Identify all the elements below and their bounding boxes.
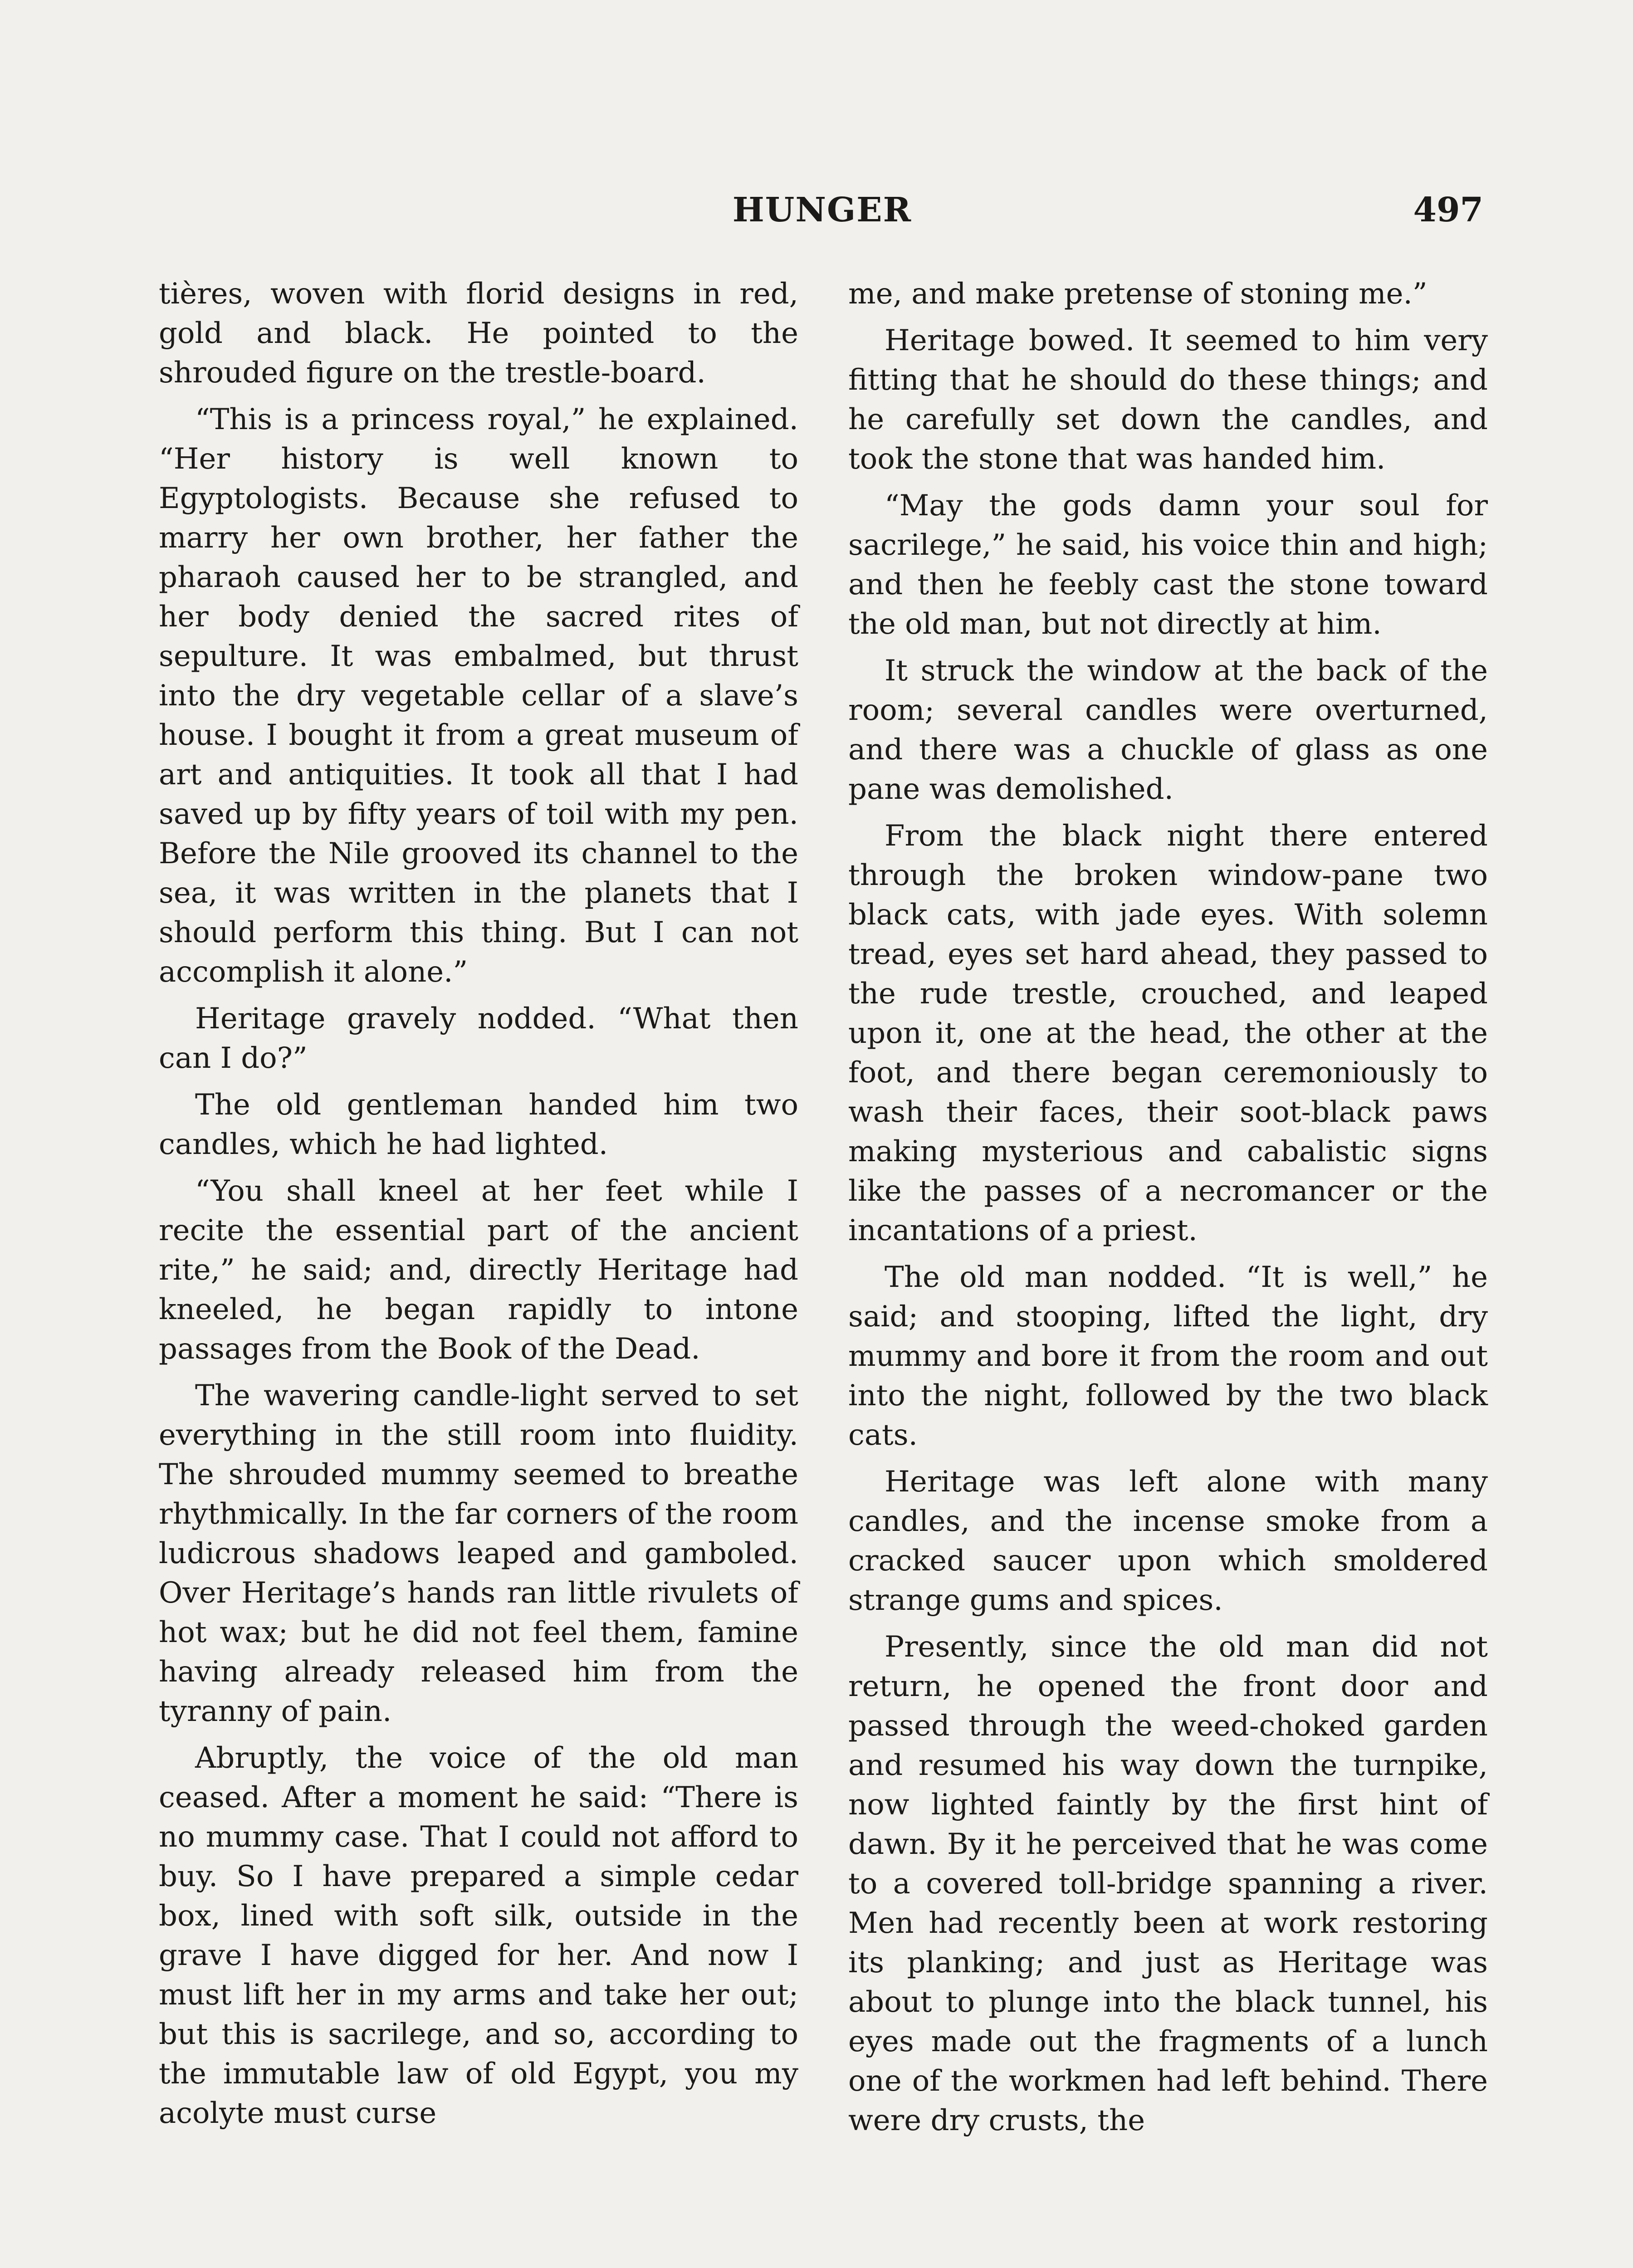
paragraph: tières, woven with florid designs in red, gold and black. He pointed to the shrouded figure on the trestle-board. xyxy=(159,277,798,390)
running-header xyxy=(161,191,1483,240)
paragraph: “You shall kneel at her feet while I recite the essential part of the ancient rite,” he said; and, directly Heritage had kneeled, he began rapidly to intone passages from the Book of the Dead. xyxy=(159,1174,798,1366)
running-title: HUNGER xyxy=(732,191,912,230)
paragraph: The old man nodded. “It is well,” he said; and stooping, lifted the light, dry mummy and bore it from the room and out into the night, followed by the two black cats. xyxy=(848,1261,1488,1452)
left-column xyxy=(159,274,798,2141)
paragraph: The old gentleman handed him two candles, which he had lighted. xyxy=(159,1088,798,1161)
paragraph: It struck the window at the back of the room; several candles were overturned, and there was a chuckle of glass as one pane was demolished. xyxy=(848,654,1488,806)
paragraph: Abruptly, the voice of the old man ceased. After a moment he said: “There is no mummy case. That I could not afford to buy. So I have prepared a simple cedar box, lined with soft silk, outside in the grave I have digged for her. And now I must lift her in my arms and take her out; but this is sacrilege, and so, according to the immutable law of old Egypt, you my acolyte must curse xyxy=(159,1741,798,2130)
paragraph: Heritage bowed. It seemed to him very fitting that he should do these things; and he carefully set down the candles, and took the stone that was handed him. xyxy=(848,324,1488,476)
paragraph: “May the gods damn your soul for sacrilege,” he said, his voice thin and high; and then he feebly cast the stone toward the old man, but not directly at him. xyxy=(848,489,1488,641)
paragraph: From the black night there entered through the broken window-pane two black cats, with jade eyes. With solemn tread, eyes set hard ahead, they passed to the rude trestle, crouched, and leaped upon it, one at the head, the other at the foot, and there began ceremoniously to wash their faces, their soot-black paws making mysterious and cabalistic signs like the passes of a necromancer or the incantations of a priest. xyxy=(848,819,1488,1247)
right-column xyxy=(848,274,1488,2148)
page-number: 497 xyxy=(1413,191,1483,230)
paragraph: “This is a princess royal,” he explained. “Her history is well known to Egyptologists. Because she refused to marry her own brother, her father the pharaoh caused her to be strangled, and her body denied the sacred rites of sepulture. It was embalmed, but thrust into the dry vegetable cellar of a slave’s house. I bought it from a great museum of art and antiquities. It took all that I had saved up by fifty years of toil with my pen. Before the Nile grooved its channel to the sea, it was written in the planets that I should perform this thing. But I can not accomplish it alone.” xyxy=(159,403,798,989)
paragraph: Presently, since the old man did not return, he opened the front door and passed through the weed-choked garden and resumed his way down the turnpike, now lighted faintly by the first hint of dawn. By it he perceived that he was come to a covered toll-bridge spanning a river. Men had recently been at work restoring its planking; and just as Heritage was about to plunge into the black tunnel, his eyes made out the fragments of a lunch one of the workmen had left behind. There were dry crusts, the xyxy=(848,1630,1488,2137)
paragraph: me, and make pretense of stoning me.” xyxy=(848,277,1428,311)
paragraph: The wavering candle-light served to set everything in the still room into fluidity. The shrouded mummy seemed to breathe rhythmically. In the far corners of the room ludicrous shadows leaped and gamboled. Over Heritage’s hands ran little rivulets of hot wax; but he did not feel them, famine having already released him from the tyranny of pain. xyxy=(159,1379,798,1728)
paragraph: Heritage gravely nodded. “What then can I do?” xyxy=(159,1002,798,1075)
paragraph: Heritage was left alone with many candles, and the incense smoke from a cracked saucer upon which smoldered strange gums and spices. xyxy=(848,1465,1488,1617)
